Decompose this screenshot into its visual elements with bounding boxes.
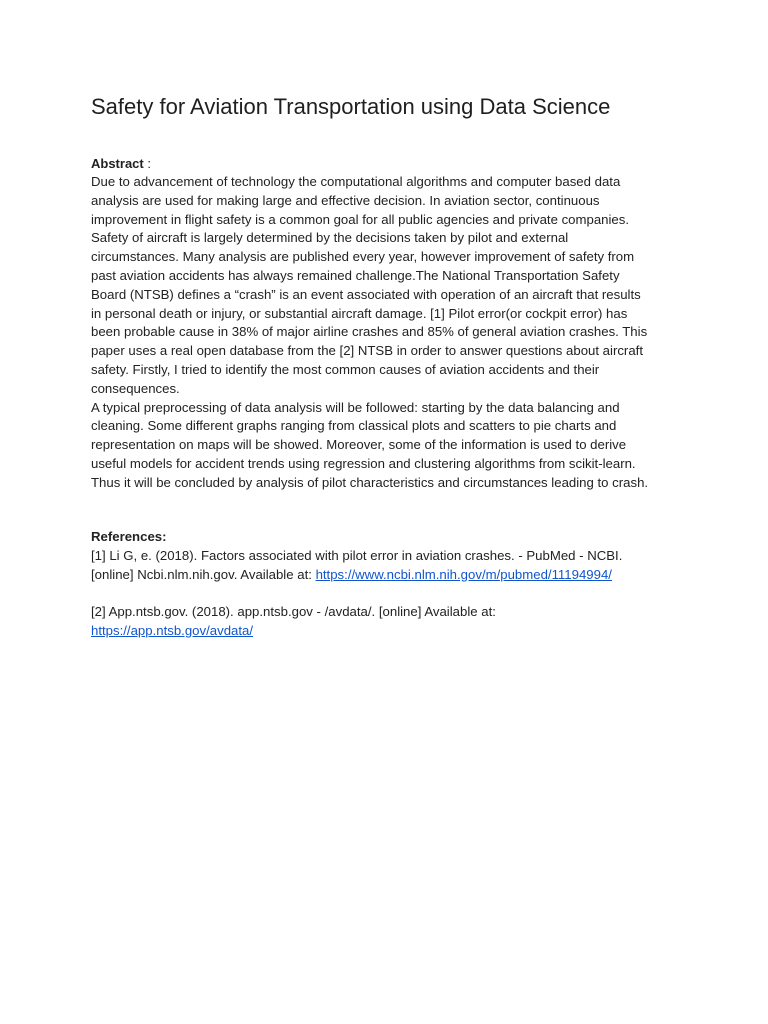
paragraph-line: Due to advancement of technology the computational algorithms and computer based data	[91, 174, 621, 189]
paragraph-line: safety. Firstly, I tried to identify the most common causes of aviation accidents and their	[91, 361, 600, 377]
reference-2-link[interactable]: https://app.ntsb.gov/avdata/	[91, 622, 254, 638]
paragraph-line: been probable cause in 38% of major airline crashes and 85% of general aviation crashes. This	[91, 324, 648, 340]
paragraph-line: Safety of aircraft is largely determined by the decisions taken by pilot and external	[91, 230, 569, 246]
paragraph-line: Board (NTSB) defines a “crash” is an event associated with operation of an aircraft that results	[91, 286, 641, 302]
references-section	[91, 528, 691, 641]
paragraph-line: paper uses a real open database from the [2] NTSB in order to answer questions about aircraft	[91, 343, 643, 359]
paragraph-line: analysis are used for making large and effective decision. In aviation sector, continuous	[91, 192, 600, 208]
reference-spacer	[91, 584, 691, 603]
reference-1-citation: [1] Li G, e. (2018). Factors associated with pilot error in aviation crashes. - PubMed - NCBI.	[91, 547, 623, 563]
reference-2	[91, 603, 691, 641]
references-heading: References:	[91, 529, 167, 544]
reference-1-prefix: [online] Ncbi.nlm.nih.gov. Available at:	[91, 566, 316, 582]
paragraph-line: cleaning. Some different graphs ranging from classical plots and scatters to pie charts and	[91, 418, 617, 434]
abstract-heading	[91, 155, 691, 173]
document-title: Safety for Aviation Transportation using Data Science	[91, 94, 611, 119]
reference-1-availability	[91, 566, 691, 585]
paragraph-line: A typical preprocessing of data analysis will be followed: starting by the data balancing and	[91, 399, 620, 415]
reference-2-availability	[91, 622, 691, 641]
reference-1-link[interactable]: https://www.ncbi.nlm.nih.gov/m/pubmed/11194994/	[315, 566, 612, 582]
abstract-colon: :	[143, 156, 151, 171]
reference-1	[91, 547, 691, 585]
abstract-label: Abstract	[91, 156, 144, 171]
paragraph-line: Thus it will be concluded by analysis of pilot characteristics and circumstances leading to crash.	[91, 474, 649, 490]
paragraph-line: circumstances. Many analysis are published every year, however improvement of safety from	[91, 249, 635, 265]
abstract-section	[91, 155, 691, 493]
paragraph-line: representation on maps will be showed. Moreover, some of the information is used to derive	[91, 437, 627, 453]
paragraph-line: improvement in flight safety is a common goal for all public agencies and private companies.	[91, 211, 630, 227]
abstract-paragraph-2	[91, 399, 691, 493]
paragraph-line: useful models for accident trends using regression and clustering algorithms from scikit-learn.	[91, 455, 636, 471]
reference-2-citation: [2] App.ntsb.gov. (2018). app.ntsb.gov - /avdata/. [online] Available at:	[91, 604, 496, 620]
abstract-paragraph-1	[91, 173, 691, 399]
paragraph-line: past aviation accidents has always remained challenge.The National Transportation Safety	[91, 267, 620, 283]
paragraph-line: consequences.	[91, 380, 180, 396]
paragraph-line: in personal death or injury, or substantial aircraft damage. [1] Pilot error(or cockpit error) has	[91, 305, 628, 321]
